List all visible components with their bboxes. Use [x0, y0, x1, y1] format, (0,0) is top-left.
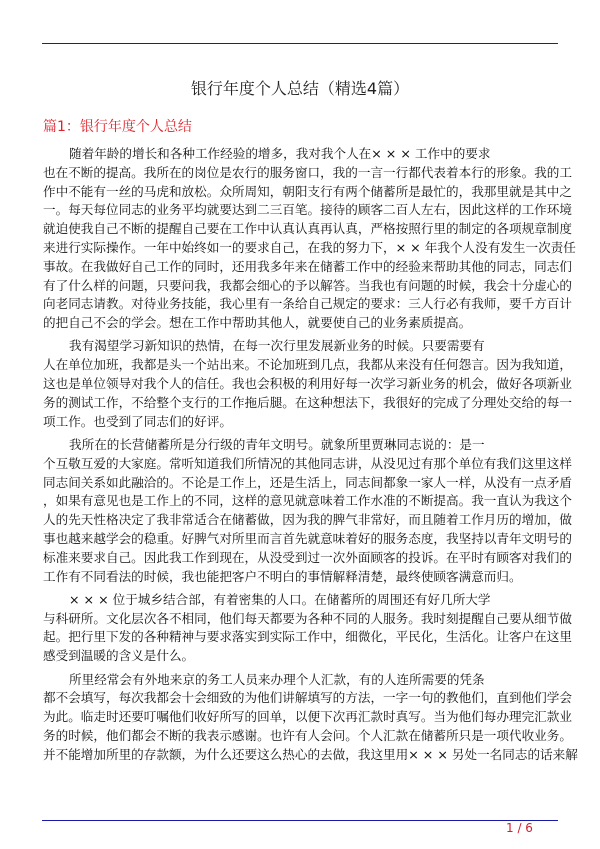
document-title: 银行年度个人总结（精选4篇）: [190, 79, 410, 98]
text-line: 并不能增加所里的存款额，为什么还要这么热心的去做，我这里用× × × 另处一名同志的话来解: [43, 746, 578, 762]
text-line: 人在单位加班，我都是头一个站出来。不论加班到几点，我都从来没有任何怨言。因为我知道，: [43, 357, 572, 373]
text-line: 同志间关系如此融洽的。不论是工作上，还是生活上，同志间都象一家人一样，从没有一点矛盾: [43, 474, 572, 490]
text-line: 与科研所。文化层次各不相同，他们每天都要为各种不同的人服务。我时刻提醒自己要从细节做: [43, 610, 572, 626]
footer-rule: [42, 820, 558, 821]
text-line: 我有渴望学习新知识的热情，在每一次行里发展新业务的时候。只要需要有: [69, 338, 485, 354]
section-heading: 篇1：银行年度个人总结: [43, 119, 192, 135]
text-line: 务的时候，他们都会不断的我表示感谢。也许有人会问。个人汇款在储蓄所只是一项代收业务。: [43, 727, 572, 743]
paragraph: [43, 145, 576, 333]
text-line: 一。每天每位同志的业务平均就要达到二三百笔。接待的顾客二百人左右，因此这样的工作环境: [43, 202, 572, 218]
text-line: 我所在的长营储蓄所是分行级的青年文明号。就象所里贾琳同志说的：是一: [69, 436, 485, 452]
text-line: ，如果有意见也是工作上的不同，这样的意见就意味着工作水准的不断提高。我一直认为我这个: [43, 493, 572, 509]
text-line: 的把自己不会的学会。想在工作中帮助其他人，就要使自己的业务素质提高。: [43, 315, 472, 331]
text-line: 工作有不同看法的时候，我也能把客户不明白的事情解释清楚，最终使顾客满意而归。: [43, 568, 522, 584]
text-line: 来进行实际操作。一年中始终如一的要求自己，在我的努力下，× × 年我个人没有发生一次责任: [43, 239, 576, 255]
text-line: 为此。临走时还要叮嘱他们收好所写的回单，以便下次再汇款时真写。当为他们每办理完汇款业: [43, 709, 572, 725]
text-line: 这也是单位领导对我个人的信任。我也会积极的利用好每一次学习新业务的机会，做好各项新业: [43, 376, 572, 392]
document-body: [43, 145, 578, 769]
text-line: 事也越来越学会的稳重。好脾气对所里而言首先就意味着好的服务态度，我坚持以青年文明号的: [43, 530, 572, 546]
text-line: 有了什么样的问题，只要问我，我都会细心的予以解答。当我也有问题的时候，我会十分虚心的: [43, 277, 572, 293]
header-rule: [42, 43, 558, 44]
text-line: 起。把行里下发的各种精神与要求落实到实际工作中，细微化，平民化，生活化。让客户在这里: [43, 629, 572, 645]
text-line: 所里经常会有外地来京的务工人员来办理个人汇款，有的人连所需要的凭条: [69, 671, 485, 687]
paragraph: [43, 591, 572, 666]
page-number: 1 / 6: [506, 821, 533, 835]
text-line: 向老同志请教。对待业务技能，我心里有一条给自己规定的要求：三人行必有我师，要千方百计: [43, 296, 572, 312]
text-line: 作中不能有一丝的马虎和放松。众所周知，朝阳支行有两个储蓄所是最忙的，我那里就是其中之: [43, 183, 572, 199]
text-line: 人的先天性格决定了我非常适合在储蓄做，因为我的脾气非常好，而且随着工作月历的增加，做: [43, 512, 572, 528]
text-line: 都不会填写，每次我都会十会细致的为他们讲解填写的方法，一字一句的教他们，直到他们学会: [43, 690, 572, 706]
text-line: 也在不断的提高。我所在的岗位是农行的服务窗口，我的一言一行都代表着本行的形象。我的工: [43, 164, 572, 180]
text-line: 随着年龄的增长和各种工作经验的增多，我对我个人在× × × 工作中的要求: [69, 146, 491, 161]
text-line: 务的测试工作，不给整个支行的工作拖后腿。在这种想法下，我很好的完成了分理处交给的每一: [43, 394, 572, 410]
text-line: 个互敬互爱的大家庭。常听知道我们所情况的其他同志讲，从没见过有那个单位有我们这里这样: [43, 455, 572, 471]
paragraph: [43, 337, 572, 431]
paragraph: [43, 436, 572, 586]
text-line: 项工作。也受到了同志们的好评。: [43, 413, 232, 429]
paragraph: [43, 671, 578, 765]
text-line: × × × 位于城乡结合部，有着密集的人口。在储蓄所的周围还有好几所大学: [69, 591, 491, 607]
text-line: 感受到温暖的含义是什么。: [43, 648, 195, 664]
text-line: 事故。在我做好自己工作的同时，还用我多年来在储蓄工作中的经验来帮助其他的同志，同志们: [43, 258, 572, 274]
text-line: 标准来要求自己。因此我工作到现在，从没受到过一次外面顾客的投诉。在平时有顾客对我们的: [43, 549, 572, 565]
text-line: 就迫使我自己不断的提醒自己要在工作中认真认真再认真，严格按照行里的制定的各项规章制度: [43, 221, 572, 237]
